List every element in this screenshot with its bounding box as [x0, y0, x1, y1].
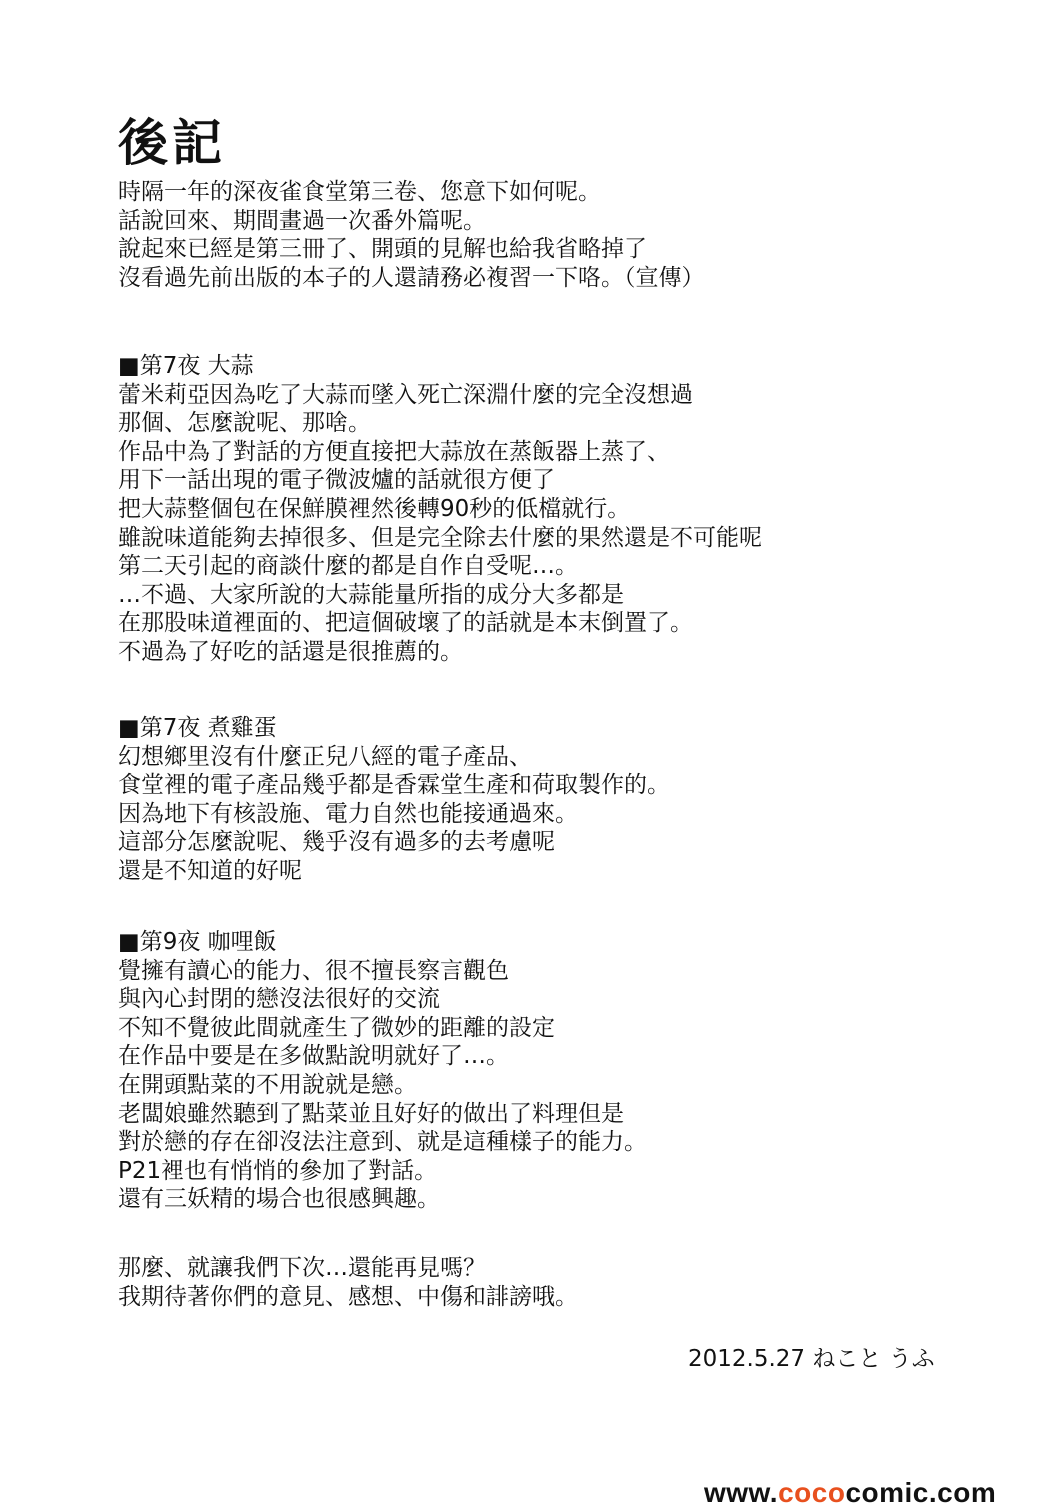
text-line: 還有三妖精的場合也很感興趣。 [118, 1186, 440, 1213]
text-line: 話說回來、期間畫過一次番外篇呢。 [118, 207, 486, 234]
text-line: 作品中為了對話的方便直接把大蒜放在蒸飯器上蒸了、 [118, 438, 670, 465]
text-line: 把大蒜整個包在保鮮膜裡然後轉90秒的低檔就行。 [118, 495, 631, 522]
text-line: …不過、大家所說的大蒜能量所指的成分大多都是 [118, 581, 624, 608]
text-line: 在那股味道裡面的、把這個破壞了的話就是本末倒置了。 [118, 610, 693, 637]
text-line: 因為地下有核設施、電力自然也能接通過來。 [118, 800, 578, 827]
section-garlic [118, 352, 762, 667]
text-line: 在作品中要是在多做點說明就好了…。 [118, 1043, 509, 1070]
signature-date: 2012.5.27 ねこと うふ [688, 1346, 935, 1372]
text-line: 對於戀的存在卻沒法注意到、就是這種樣子的能力。 [118, 1129, 647, 1156]
text-line: 這部分怎麼說呢、幾乎沒有過多的去考慮呢 [118, 829, 555, 856]
text-line: 覺擁有讀心的能力、很不擅長察言觀色 [118, 957, 509, 984]
text-line: 我期待著你們的意見、感想、中傷和誹謗哦。 [118, 1283, 578, 1310]
site-watermark [704, 1476, 996, 1510]
closing-paragraph [118, 1254, 578, 1311]
text-line: 時隔一年的深夜雀食堂第三卷、您意下如何呢。 [118, 179, 601, 205]
text-line: 那個、怎麼說呢、那啥。 [118, 410, 371, 437]
text-line: 用下一話出現的電子微波爐的話就很方便了 [118, 467, 555, 494]
text-line: 幻想鄉里沒有什麼正兒八經的電子產品、 [118, 743, 532, 770]
section-curry-rice [118, 928, 647, 1214]
text-line: 不過為了好吃的話還是很推薦的。 [118, 638, 463, 665]
text-line: 在開頭點菜的不用說就是戀。 [118, 1071, 417, 1098]
text-line: 還是不知道的好呢 [118, 857, 302, 884]
page-title: 後記 [118, 114, 226, 172]
section-heading: ■第7夜 煮雞蛋 [118, 715, 277, 741]
intro-paragraph [118, 178, 705, 292]
text-line: 蕾米莉亞因為吃了大蒜而墜入死亡深淵什麼的完全沒想過 [118, 381, 693, 408]
watermark-brand: coco [778, 1477, 846, 1508]
text-line: P21裡也有悄悄的參加了對話。 [118, 1157, 438, 1184]
text-line: 那麼、就讓我們下次…還能再見嗎？ [118, 1255, 486, 1281]
text-line: 不知不覺彼此間就產生了微妙的距離的設定 [118, 1014, 555, 1041]
text-line: 雖說味道能夠去掉很多、但是完全除去什麼的果然還是不可能呢 [118, 524, 762, 551]
section-heading: ■第7夜 大蒜 [118, 353, 254, 379]
watermark-suffix: comic.com [845, 1477, 997, 1508]
text-line: 第二天引起的商談什麼的都是自作自受呢…。 [118, 553, 578, 580]
text-line: 與內心封閉的戀沒法很好的交流 [118, 986, 440, 1013]
watermark-prefix: www. [704, 1477, 779, 1508]
text-line: 說起來已經是第三冊了、開頭的見解也給我省略掉了 [118, 236, 647, 263]
text-line: 老闆娘雖然聽到了點菜並且好好的做出了料理但是 [118, 1100, 624, 1127]
section-boiled-egg [118, 714, 670, 886]
text-line: 沒看過先前出版的本子的人還請務必複習一下咯。（宣傳） [118, 264, 705, 291]
section-heading: ■第9夜 咖哩飯 [118, 929, 277, 955]
text-line: 食堂裡的電子產品幾乎都是香霖堂生產和荷取製作的。 [118, 772, 670, 799]
